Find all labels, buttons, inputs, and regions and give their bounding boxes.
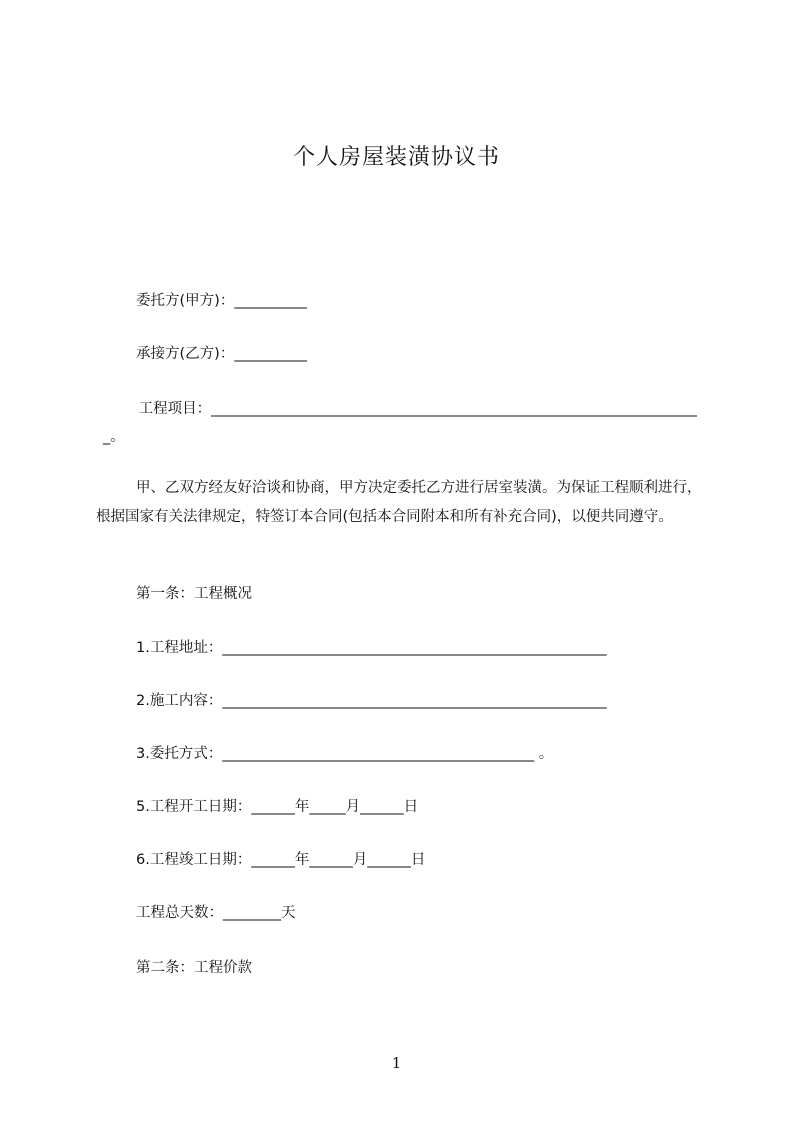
total-days-line: 工程总天数：________天 bbox=[136, 905, 296, 921]
intro-paragraph bbox=[96, 474, 708, 532]
document-title: 个人房屋装潢协议书 bbox=[292, 145, 500, 170]
contractor-line: 承接方(乙方)：__________ bbox=[136, 346, 307, 362]
start-date-line: 5.工程开工日期：______年_____月______日 bbox=[136, 799, 419, 815]
project-line-continuation: _。 bbox=[103, 429, 125, 445]
project-line: 工程项目：___________________________________________________________________ bbox=[134, 401, 697, 417]
intro-text: 甲、乙双方经友好洽谈和协商，甲方决定委托乙方进行居室装潢。为保证工程顺利进行，根据国家有关法律规定，特签订本合同(包括本合同附本和所有补充合同)，以便共同遵守。 bbox=[96, 480, 702, 525]
article-2-heading: 第二条：工程价款 bbox=[136, 960, 252, 976]
article-1-heading: 第一条：工程概况 bbox=[136, 586, 252, 602]
end-date-line: 6.工程竣工日期：______年______月______日 bbox=[136, 852, 426, 868]
content-line: 2.施工内容：_____________________________________________________ bbox=[136, 693, 607, 709]
method-line: 3.委托方式：___________________________________________ 。 bbox=[136, 746, 554, 762]
address-line: 1.工程地址：_____________________________________________________ bbox=[136, 640, 607, 656]
page-number: 1 bbox=[391, 1054, 402, 1072]
client-line: 委托方(甲方)：__________ bbox=[136, 293, 307, 309]
